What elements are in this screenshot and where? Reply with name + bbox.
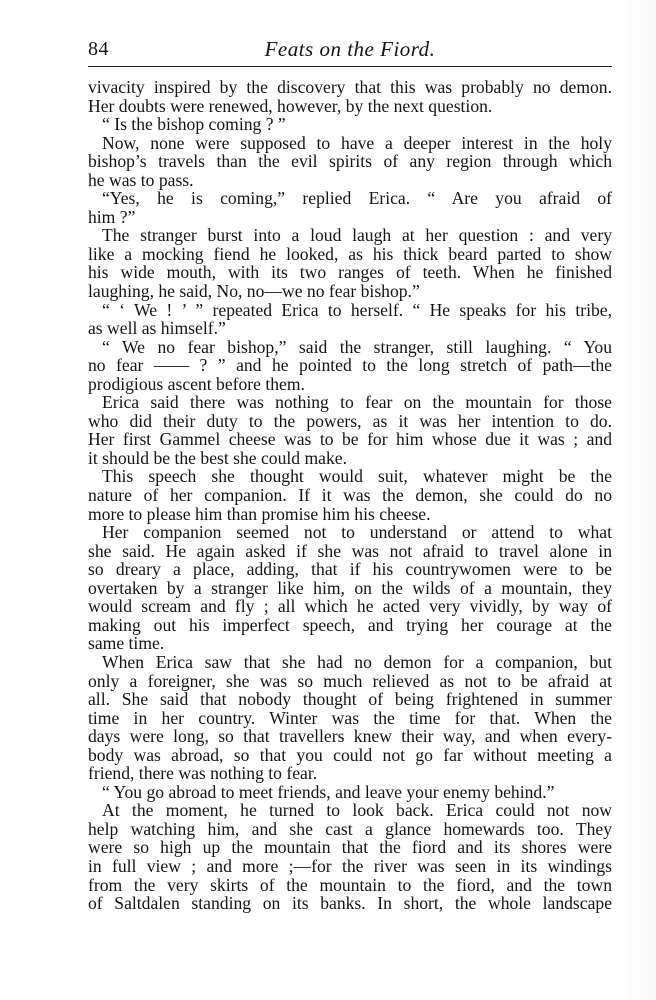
text-line: days were long, so that travellers knew their way, and when every-	[88, 726, 612, 747]
text-line: in full view ; and more ;—for the river was seen in its windings	[88, 855, 612, 876]
text-line: would scream and fly ; all which he acted very vividly, by way of	[88, 596, 612, 617]
text-line: like a mocking fiend he looked, as his thick beard parted to show	[88, 243, 612, 264]
text-line: vivacity inspired by the discovery that this was probably no demon.	[88, 77, 612, 97]
text-line: it should be the best she could make.	[88, 447, 347, 468]
text-line: he was to pass.	[88, 169, 194, 190]
text-line: body was abroad, so that you could not go far without meeting a	[88, 744, 612, 765]
text-line: only a foreigner, she was so much relieved as not to be afraid at	[88, 670, 612, 691]
text-line: she said. He again asked if she was not afraid to travel alone in	[88, 540, 612, 561]
running-head: Feats on the Fiord.	[264, 37, 436, 61]
text-line: laughing, he said, No, no—we no fear bishop.”	[88, 281, 420, 302]
text-line: When Erica saw that she had no demon for a companion, but	[102, 651, 612, 672]
text-line: him ?”	[88, 206, 136, 227]
text-line: friend, there was nothing to fear.	[88, 763, 318, 784]
text-line: Her doubts were renewed, however, by the next question.	[88, 95, 493, 116]
text-line: were so high up the mountain that the fiord and its shores were	[88, 837, 612, 858]
text-line: “ Is the bishop coming ? ”	[102, 114, 286, 135]
body-text	[88, 78, 612, 913]
text-line: The stranger burst into a loud laugh at her question : and very	[102, 225, 612, 246]
page-number: 84	[88, 38, 109, 60]
text-line: Her first Gammel cheese was to be for him whose due it was ; and	[88, 429, 612, 450]
text-line: as well as himself.”	[88, 318, 226, 339]
text-line: who did their duty to the powers, as it was her intention to do.	[88, 410, 612, 431]
text-line: overtaken by a stranger like him, on the wilds of a mountain, they	[88, 577, 612, 598]
text-line: bishop’s travels than the evil spirits of any region through which	[88, 151, 612, 172]
text-line: nature of her companion. If it was the demon, she could do no	[88, 485, 612, 506]
text-line: his wide mouth, with its two ranges of teeth. When he finished	[88, 262, 612, 283]
text-line: prodigious ascent before them.	[88, 373, 305, 394]
text-line: Her companion seemed not to understand or attend to what	[102, 522, 612, 543]
text-line: more to please him than promise him his cheese.	[88, 503, 431, 524]
text-line: so dreary a place, adding, that if his countrywomen were to be	[88, 559, 612, 580]
text-line: help watching him, and she cast a glance homewards too. They	[88, 818, 612, 839]
text-line: “ We no fear bishop,” said the stranger, still laughing. “ You	[102, 336, 612, 357]
text-line: Erica said there was nothing to fear on the mountain for those	[102, 392, 612, 413]
text-line: At the moment, he turned to look back. Erica could not now	[102, 800, 612, 821]
text-line: from the very skirts of the mountain to the fiord, and the town	[88, 874, 612, 895]
text-line: of Saltdalen standing on its banks. In short, the whole landscape	[88, 893, 612, 914]
text-line: “ You go abroad to meet friends, and leave your enemy behind.”	[102, 781, 555, 802]
text-line: time in her country. Winter was the time for that. When the	[88, 707, 612, 728]
text-line: “ ‘ We ! ’ ” repeated Erica to herself. “ He speaks for his tribe,	[102, 299, 612, 320]
page-edge-shadow	[618, 0, 656, 1000]
text-line: “Yes, he is coming,” replied Erica. “ Are you afraid of	[102, 188, 612, 209]
text-line: This speech she thought would suit, whatever might be the	[102, 466, 612, 487]
text-line: all. She said that nobody thought of being frightened in summer	[88, 689, 612, 710]
text-line: Now, none were supposed to have a deeper interest in the holy	[102, 132, 612, 153]
text-line: same time.	[88, 633, 165, 654]
page-header	[88, 34, 612, 67]
text-line: making out his imperfect speech, and trying her courage at the	[88, 614, 612, 635]
text-line: no fear —— ? ” and he pointed to the long stretch of path—the	[88, 355, 612, 376]
